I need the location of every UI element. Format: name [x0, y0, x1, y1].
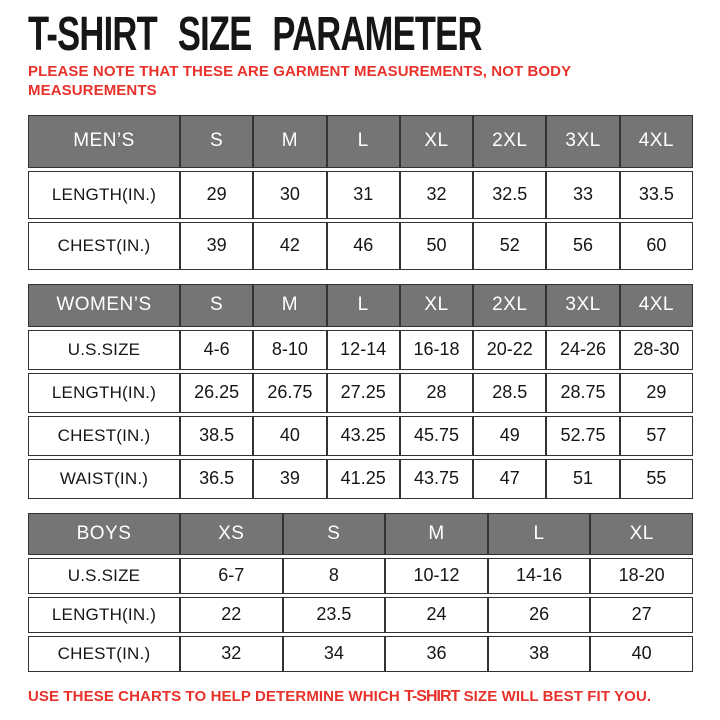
- value-cell: 28.75: [546, 373, 619, 413]
- value-cell: 39: [253, 459, 326, 499]
- value-cell: 23.5: [283, 597, 386, 633]
- value-cell: 52.75: [546, 416, 619, 456]
- group-header-cell: WOMEN’S: [28, 284, 180, 327]
- row-label: LENGTH(IN.): [28, 597, 180, 633]
- size-header-cell: L: [327, 115, 400, 168]
- table-row: [28, 222, 693, 270]
- size-header-cell: M: [253, 115, 326, 168]
- row-label: WAIST(IN.): [28, 459, 180, 499]
- value-cell: 27.25: [327, 373, 400, 413]
- value-cell: 8-10: [253, 330, 326, 370]
- value-cell: 30: [253, 171, 326, 219]
- mens-size-table: [28, 112, 693, 273]
- note-line-1: PLEASE NOTE THAT THESE ARE GARMENT MEASUREMENTS, NOT BODY: [28, 62, 572, 80]
- size-header-cell: 4XL: [620, 115, 693, 168]
- value-cell: 43.75: [400, 459, 473, 499]
- value-cell: 38: [488, 636, 591, 672]
- value-cell: 26.75: [253, 373, 326, 413]
- value-cell: 22: [180, 597, 283, 633]
- value-cell: 12-14: [327, 330, 400, 370]
- value-cell: 46: [327, 222, 400, 270]
- womens-size-table: [28, 281, 693, 502]
- row-label: CHEST(IN.): [28, 636, 180, 672]
- value-cell: 24: [385, 597, 488, 633]
- size-header-cell: XL: [590, 513, 693, 555]
- table-row: [28, 558, 693, 594]
- value-cell: 40: [590, 636, 693, 672]
- value-cell: 38.5: [180, 416, 253, 456]
- value-cell: 34: [283, 636, 386, 672]
- value-cell: 57: [620, 416, 693, 456]
- value-cell: 31: [327, 171, 400, 219]
- boys-size-table: [28, 510, 693, 675]
- size-header-cell: 3XL: [546, 284, 619, 327]
- footer-text-prefix: USE THESE CHARTS TO HELP DETERMINE WHICH: [28, 687, 405, 705]
- value-cell: 39: [180, 222, 253, 270]
- note-line-2: MEASUREMENTS: [28, 82, 157, 100]
- value-cell: 33.5: [620, 171, 693, 219]
- size-header-cell: 2XL: [473, 115, 546, 168]
- size-header-cell: M: [253, 284, 326, 327]
- value-cell: 10-12: [385, 558, 488, 594]
- value-cell: 16-18: [400, 330, 473, 370]
- table-row: [28, 171, 693, 219]
- row-label: CHEST(IN.): [28, 416, 180, 456]
- value-cell: 26: [488, 597, 591, 633]
- value-cell: 42: [253, 222, 326, 270]
- footer-tshirt-emphasis: T-SHIRT: [404, 687, 460, 705]
- size-header-cell: XL: [400, 115, 473, 168]
- table-row: [28, 459, 693, 499]
- size-header-cell: 4XL: [620, 284, 693, 327]
- value-cell: 24-26: [546, 330, 619, 370]
- size-header-cell: 2XL: [473, 284, 546, 327]
- value-cell: 27: [590, 597, 693, 633]
- value-cell: 49: [473, 416, 546, 456]
- table-row: [28, 330, 693, 370]
- size-header-cell: L: [327, 284, 400, 327]
- row-label: LENGTH(IN.): [28, 373, 180, 413]
- footer-text-suffix: SIZE WILL BEST FIT YOU.: [459, 687, 652, 705]
- value-cell: 6-7: [180, 558, 283, 594]
- value-cell: 32.5: [473, 171, 546, 219]
- value-cell: 36.5: [180, 459, 253, 499]
- value-cell: 29: [180, 171, 253, 219]
- size-header-cell: S: [180, 115, 253, 168]
- header-row: [28, 284, 693, 327]
- value-cell: 36: [385, 636, 488, 672]
- table-row: [28, 636, 693, 672]
- value-cell: 45.75: [400, 416, 473, 456]
- value-cell: 14-16: [488, 558, 591, 594]
- value-cell: 41.25: [327, 459, 400, 499]
- footer-note: [28, 688, 693, 706]
- size-header-cell: S: [283, 513, 386, 555]
- value-cell: 32: [400, 171, 473, 219]
- garment-measurement-note: [28, 62, 628, 101]
- group-header-cell: BOYS: [28, 513, 180, 555]
- value-cell: 56: [546, 222, 619, 270]
- value-cell: 40: [253, 416, 326, 456]
- value-cell: 47: [473, 459, 546, 499]
- size-header-cell: XL: [400, 284, 473, 327]
- value-cell: 26.25: [180, 373, 253, 413]
- value-cell: 28-30: [620, 330, 693, 370]
- header-row: [28, 115, 693, 168]
- row-label: LENGTH(IN.): [28, 171, 180, 219]
- value-cell: 43.25: [327, 416, 400, 456]
- value-cell: 50: [400, 222, 473, 270]
- value-cell: 29: [620, 373, 693, 413]
- value-cell: 20-22: [473, 330, 546, 370]
- value-cell: 51: [546, 459, 619, 499]
- value-cell: 55: [620, 459, 693, 499]
- value-cell: 28: [400, 373, 473, 413]
- size-header-cell: 3XL: [546, 115, 619, 168]
- row-label: CHEST(IN.): [28, 222, 180, 270]
- header-row: [28, 513, 693, 555]
- value-cell: 32: [180, 636, 283, 672]
- value-cell: 18-20: [590, 558, 693, 594]
- page-title: T-SHIRT SIZE PARAMETER: [28, 5, 482, 61]
- value-cell: 33: [546, 171, 619, 219]
- table-row: [28, 416, 693, 456]
- size-header-cell: XS: [180, 513, 283, 555]
- value-cell: 28.5: [473, 373, 546, 413]
- row-label: U.S.SIZE: [28, 330, 180, 370]
- value-cell: 60: [620, 222, 693, 270]
- value-cell: 4-6: [180, 330, 253, 370]
- table-row: [28, 373, 693, 413]
- size-header-cell: L: [488, 513, 591, 555]
- size-header-cell: S: [180, 284, 253, 327]
- value-cell: 52: [473, 222, 546, 270]
- row-label: U.S.SIZE: [28, 558, 180, 594]
- table-row: [28, 597, 693, 633]
- value-cell: 8: [283, 558, 386, 594]
- size-header-cell: M: [385, 513, 488, 555]
- group-header-cell: MEN’S: [28, 115, 180, 168]
